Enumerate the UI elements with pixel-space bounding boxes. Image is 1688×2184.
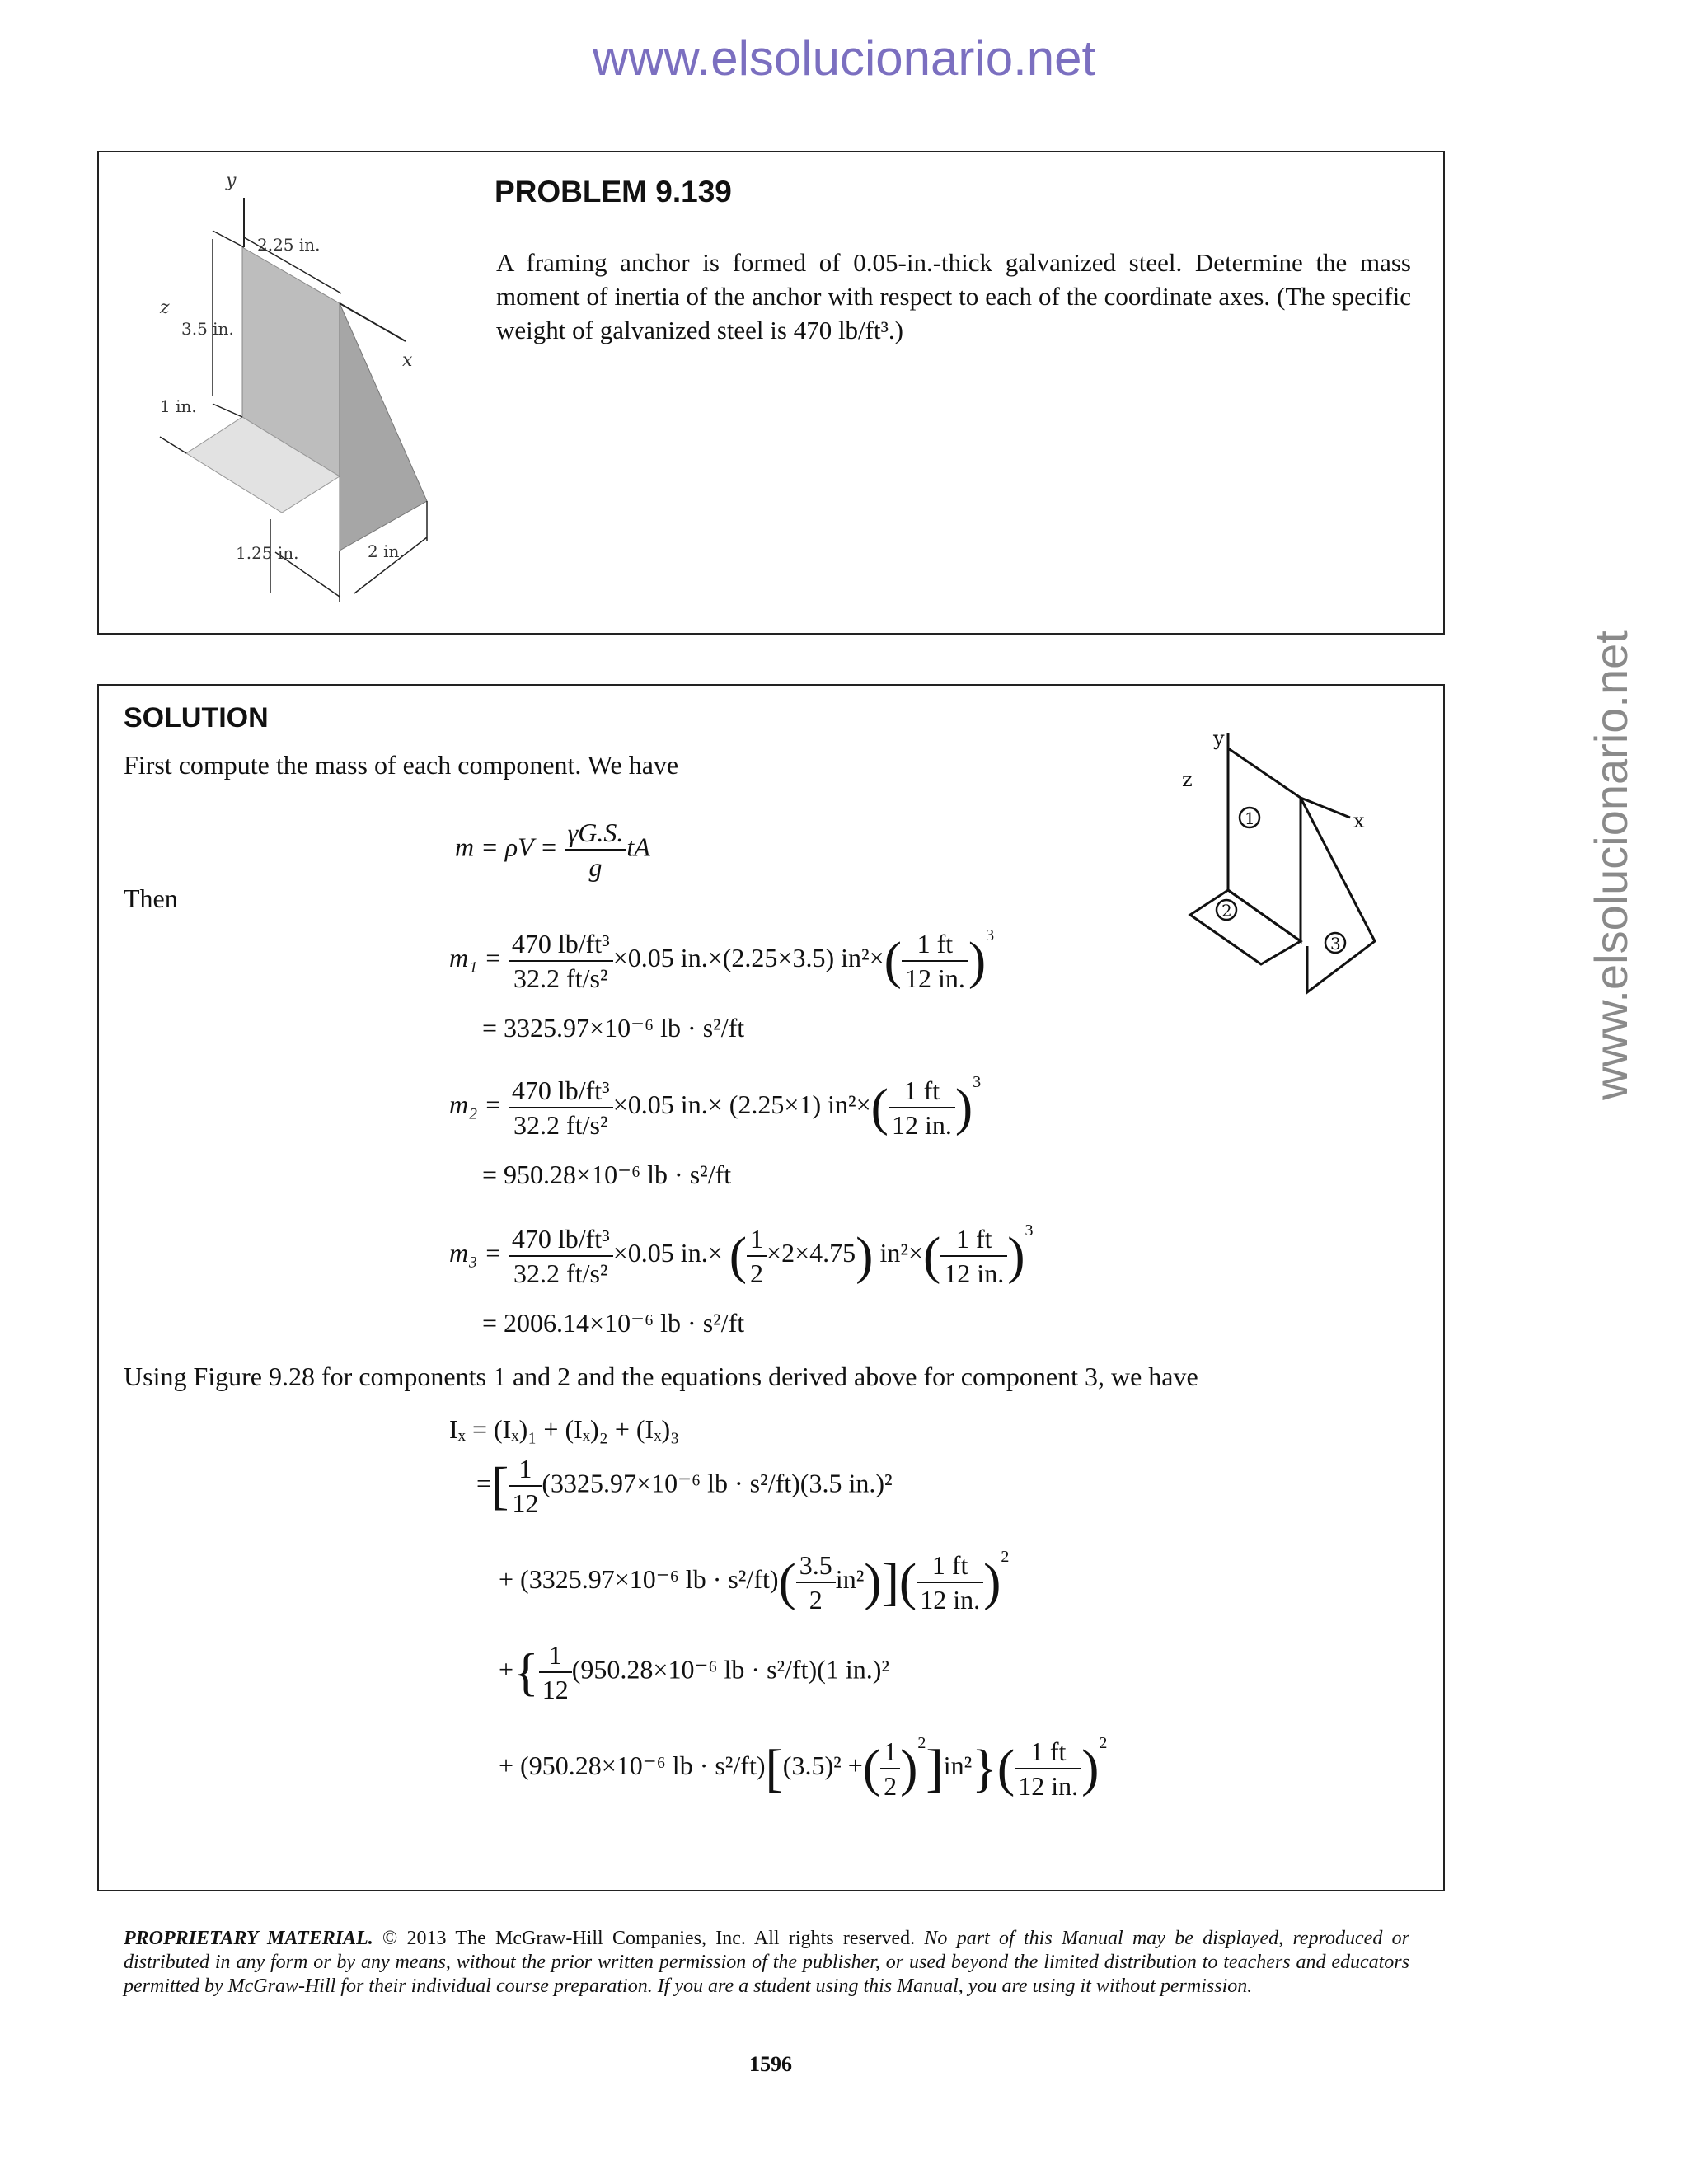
sketch-x: x — [1353, 809, 1365, 832]
ix-l3-num: 1 — [539, 1638, 572, 1673]
footer-italic: No part of this Manual may be displayed, reproduced or distributed in any form or by any means, without the prior written permission of the publisher, or used beyond the limited distribution to teachers and educators permitted by McGraw-Hill for their individual course preparation. If you are a student using this Manual, you are using it without permission. — [124, 1928, 1409, 1997]
m3-rho-num: 470 lb/ft³ — [509, 1222, 613, 1257]
fig-axis-x: x — [402, 350, 413, 371]
watermark-top: www.elsolucionario.net — [592, 30, 1096, 86]
ix-l2-conv-num: 1 ft — [917, 1549, 983, 1583]
m2-mid: ×0.05 in.× (2.25×1) in²× — [612, 1090, 871, 1119]
m3-tail: in²× — [873, 1238, 923, 1268]
eq-m1: m₁ = $\frac{\text{470 lb/ft³}}{\text{32.2 ft/s²}}$ ×0.05 in.×(2.25×3.5) in²×( $\frac{1 ft}{12 in.}$ )$^3$ — [449, 926, 995, 993]
fig-dim-bottom-left: 1.25 in. — [236, 543, 299, 563]
m3-cube: 3 — [1025, 1221, 1034, 1240]
ix-l2-body: + (3325.97×10⁻⁶ lb · s²/ft) — [499, 1564, 779, 1594]
fig-dim-bottom-right: 2 in. — [368, 541, 405, 561]
eq-mass-lhs: m = ρV = — [455, 832, 565, 862]
sketch-c2: 2 — [1221, 901, 1232, 921]
m3-conv-den: 12 in. — [944, 1258, 1005, 1288]
ix-l4-in2: in² — [943, 1750, 973, 1780]
ix-l4-frac — [880, 1735, 900, 1802]
m2-rho — [509, 1074, 613, 1141]
m2-rho-den: 32.2 ft/s² — [513, 1109, 608, 1140]
ix-l4-conv-num: 1 ft — [1015, 1735, 1081, 1769]
m1-mid: ×0.05 in.×(2.25×3.5) in²× — [612, 943, 884, 972]
ix-l3-den: 12 — [542, 1675, 569, 1704]
ix-l2-frac — [796, 1549, 836, 1616]
m2-result: = 950.28×10⁻⁶ lb · s²/ft — [482, 1160, 732, 1189]
eq-m2: m₂ = $\frac{\text{470 lb/ft³}}{\text{32.2 ft/s²}}$ ×0.05 in.× (2.25×1) in²×( $\frac{1 ft}{12 in.}$ )$^3$ — [449, 1073, 982, 1140]
eq-mass-num: γG.S. — [565, 816, 627, 851]
m3-label: m₃ = — [449, 1238, 502, 1268]
fig-axis-y: y — [226, 171, 237, 191]
fig-dim-height: 3.5 in. — [181, 319, 234, 339]
ix-line3: +{ $\frac{1}{12}$ (950.28×10⁻⁶ lb · s²/ft)(1 in.)² — [499, 1640, 889, 1704]
m1-rho — [509, 927, 613, 995]
m3-conv-num: 1 ft — [940, 1222, 1007, 1257]
page-number: 1596 — [749, 2052, 792, 2076]
ix-l4-conv-den: 12 in. — [1018, 1770, 1079, 1801]
ix-l2-sq: 2 — [1001, 1548, 1010, 1566]
eq-mass-den: g — [588, 852, 603, 882]
m2-conv-den: 12 in. — [891, 1109, 952, 1140]
ix-l2-conv-den: 12 in. — [920, 1584, 981, 1615]
ix-l1-num: 1 — [509, 1452, 542, 1487]
footer-bold: PROPRIETARY MATERIAL. — [124, 1928, 373, 1949]
plate-triangle — [340, 303, 427, 551]
problem-text: A framing anchor is formed of 0.05-in.-thick galvanized steel. Determine the mass moment of inertia of the anchor with respect to each of the coordinate axes. (The specific weight of galvanized steel is 470 lb/ft³.) — [496, 248, 1411, 344]
solution-intro: First compute the mass of each component. We have — [124, 750, 679, 780]
ix-l4-conv — [1015, 1735, 1081, 1802]
ix-line1: =[ $\frac{1}{12}$ (3325.97×10⁻⁶ lb · s²/ft)(3.5 in.)² — [476, 1454, 893, 1518]
ix-l4-sq2: 2 — [1099, 1734, 1108, 1752]
m1-label: m₁ = — [449, 943, 502, 972]
m3-mid2: ×2×4.75 — [767, 1238, 856, 1268]
eq-mass-tail: tA — [626, 832, 650, 862]
ix-l2-den: 2 — [809, 1584, 823, 1615]
solution-title: SOLUTION — [124, 702, 269, 733]
m3-half-den: 2 — [750, 1258, 764, 1288]
eq-mass — [455, 816, 650, 883]
m2-conv-num: 1 ft — [889, 1074, 955, 1108]
footer-normal: © 2013 The McGraw-Hill Companies, Inc. All rights reserved. — [373, 1928, 925, 1949]
problem-title: PROBLEM 9.139 — [495, 175, 732, 209]
m1-conv-num: 1 ft — [902, 927, 968, 962]
ix-l4-den: 2 — [884, 1770, 898, 1801]
sketch-y: y — [1213, 727, 1225, 750]
ix-l3-frac — [539, 1638, 572, 1706]
m2-label: m₂ = — [449, 1090, 502, 1119]
ix-line: Iₓ = (Iₓ)₁ + (Iₓ)₂ + (Iₓ)₃ — [449, 1414, 680, 1444]
footer-notice — [124, 1927, 1409, 1999]
ix-line2: + (3325.97×10⁻⁶ lb · s²/ft)( $\frac{3.5}{2}$ in²)]( $\frac{1 ft}{12 in.}$ )$^2$ — [499, 1548, 1010, 1615]
m1-conv — [902, 927, 968, 995]
ix-l2-num: 3.5 — [796, 1549, 836, 1583]
ix-l1-body: (3325.97×10⁻⁶ lb · s²/ft)(3.5 in.)² — [542, 1468, 893, 1498]
ix-l2-conv — [917, 1549, 983, 1616]
m3-mid: ×0.05 in.× — [612, 1238, 729, 1268]
sketch-c3: 3 — [1330, 934, 1341, 954]
fig-dim-top: 2.25 in. — [257, 235, 321, 255]
m1-conv-den: 12 in. — [904, 963, 965, 993]
m3-half-num: 1 — [747, 1222, 767, 1257]
watermark-side: www.elsolucionario.net — [1585, 630, 1637, 1100]
ix-l1-den: 12 — [512, 1488, 539, 1518]
fig-dim-base: 1 in. — [160, 396, 197, 416]
using-text: Using Figure 9.28 for components 1 and 2 and the equations derived above for component 3, we have — [124, 1361, 1198, 1391]
ix-l4-num: 1 — [880, 1735, 900, 1769]
fig-axis-z: z — [160, 298, 170, 318]
m3-result: = 2006.14×10⁻⁶ lb · s²/ft — [482, 1308, 745, 1338]
eq-m3: m₃ = $\frac{\text{470 lb/ft³}}{\text{32.2 ft/s²}}$ ×0.05 in.× ( $\frac{1}{2}$ ×2×4.75) in²×( $\frac{1 ft}{12 in.}$ )$^3$ — [449, 1221, 1034, 1288]
ix-l3-plus: + — [499, 1654, 514, 1685]
m1-result: = 3325.97×10⁻⁶ lb · s²/ft — [482, 1013, 745, 1043]
m2-rho-num: 470 lb/ft³ — [509, 1074, 613, 1108]
m3-half — [747, 1222, 767, 1290]
sketch-z: z — [1182, 768, 1193, 791]
m3-rho-den: 32.2 ft/s² — [513, 1258, 608, 1288]
m1-rho-num: 470 lb/ft³ — [509, 927, 613, 962]
ix-l1-pre: = — [476, 1468, 492, 1498]
m3-conv — [940, 1222, 1007, 1290]
problem-figure — [124, 165, 470, 626]
m2-cube: 3 — [973, 1073, 982, 1091]
ix-l1-frac — [509, 1452, 542, 1520]
ix-l2-in2: in² — [835, 1564, 865, 1594]
ix-line4: + (950.28×10⁻⁶ lb · s²/ft)[(3.5)² +( $\frac{1}{2}$ )$^2$]in²}( $\frac{1 ft}{12 in.}$ )$^2$ — [499, 1734, 1108, 1801]
ix-l4-sq1: 2 — [917, 1734, 926, 1752]
eq-mass-frac — [565, 816, 627, 883]
solution-sketch — [1170, 725, 1409, 1005]
m2-conv — [889, 1074, 955, 1141]
m3-rho — [509, 1222, 613, 1290]
sketch-c1: 1 — [1245, 808, 1255, 828]
m1-cube: 3 — [986, 926, 995, 944]
m1-rho-den: 32.2 ft/s² — [513, 963, 608, 993]
ix-l4-mid: (3.5)² + — [782, 1750, 863, 1780]
then-label: Then — [124, 883, 178, 913]
ix-l3-body: (950.28×10⁻⁶ lb · s²/ft)(1 in.)² — [571, 1654, 889, 1685]
ix-l4-body: + (950.28×10⁻⁶ lb · s²/ft) — [499, 1750, 766, 1780]
